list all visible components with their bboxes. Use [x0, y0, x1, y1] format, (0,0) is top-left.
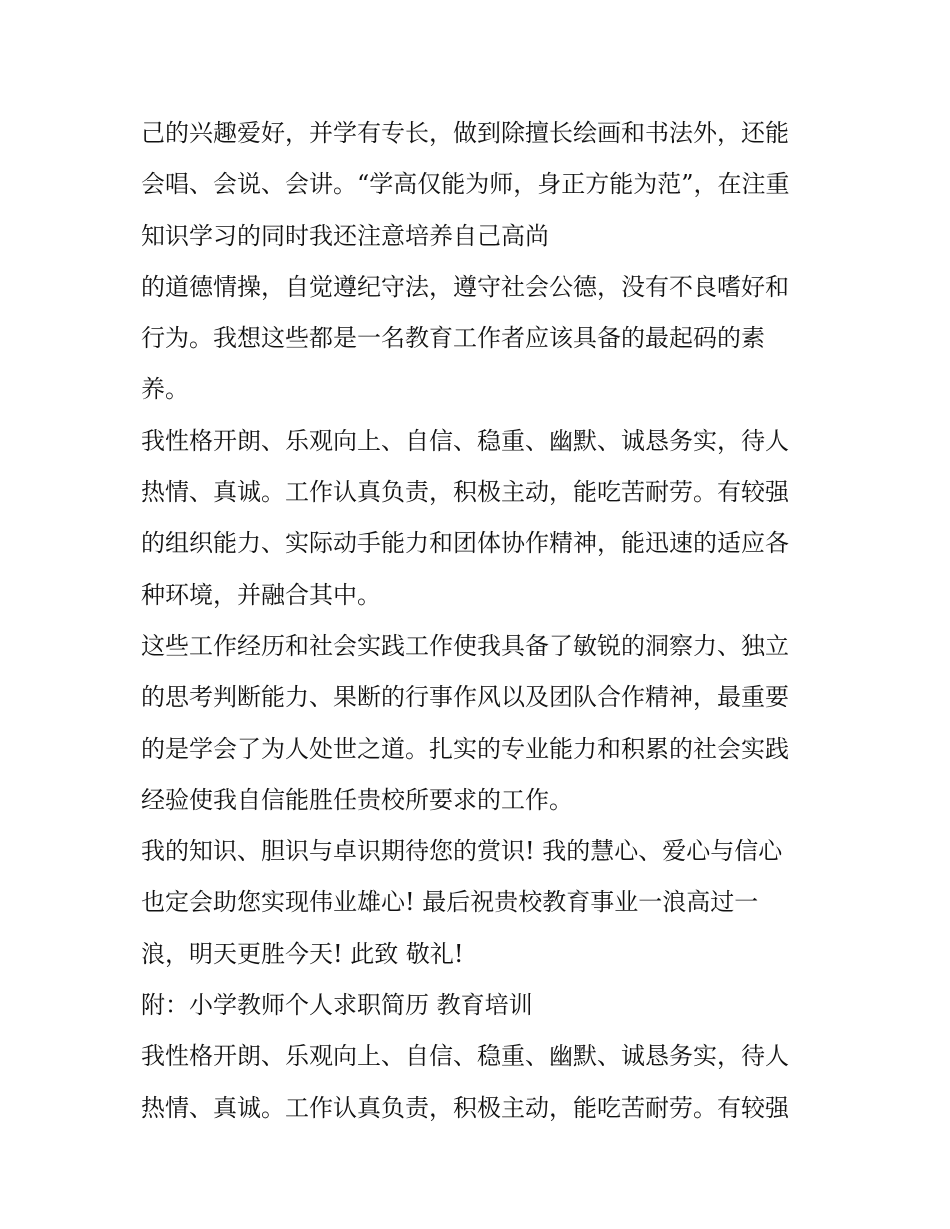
text-line: 的道德情操，自觉遵纪守法，遵守社会公德，没有不良嗜好和	[141, 272, 789, 301]
text-line: 行为。我想这些都是一名教育工作者应该具备的最起码的素	[141, 324, 765, 353]
text-line: 的思考判断能力、果断的行事作风以及团队合作精神，最重要	[141, 683, 789, 712]
text-line: 的组织能力、实际动手能力和团体协作精神，能迅速的适应各	[141, 529, 789, 558]
text-line: 知识学习的同时我还注意培养自己高尚	[141, 221, 549, 250]
text-line: 会唱、会说、会讲。“学高仅能为师，身正方能为范”，在注重	[141, 170, 790, 199]
text-line: 经验使我自信能胜任贵校所要求的工作。	[141, 785, 573, 814]
text-line: 浪，明天更胜今天! 此致 敬礼!	[141, 939, 464, 968]
text-line: 也定会助您实现伟业雄心! 最后祝贵校教育事业一浪高过一	[141, 888, 759, 917]
text-line: 我性格开朗、乐观向上、自信、稳重、幽默、诚恳务实，待人	[141, 1042, 789, 1071]
text-line: 己的兴趣爱好，并学有专长，做到除擅长绘画和书法外，还能	[141, 119, 789, 147]
text-line: 这些工作经历和社会实践工作使我具备了敏锐的洞察力、独立	[141, 631, 789, 660]
text-line: 种环境，并融合其中。	[141, 580, 381, 609]
document-body	[141, 108, 821, 1134]
text-line: 我的知识、胆识与卓识期待您的赏识! 我的慧心、爱心与信心	[141, 837, 783, 866]
text-line: 我性格开朗、乐观向上、自信、稳重、幽默、诚恳务实，待人	[141, 426, 789, 455]
text-line: 热情、真诚。工作认真负责，积极主动，能吃苦耐劳。有较强	[141, 478, 789, 507]
text-line: 热情、真诚。工作认真负责，积极主动，能吃苦耐劳。有较强	[141, 1093, 789, 1122]
text-line: 的是学会了为人处世之道。扎实的专业能力和积累的社会实践	[141, 734, 789, 763]
text-line: 附：小学教师个人求职简历 教育培训	[141, 991, 533, 1020]
text-line: 养。	[141, 375, 189, 404]
